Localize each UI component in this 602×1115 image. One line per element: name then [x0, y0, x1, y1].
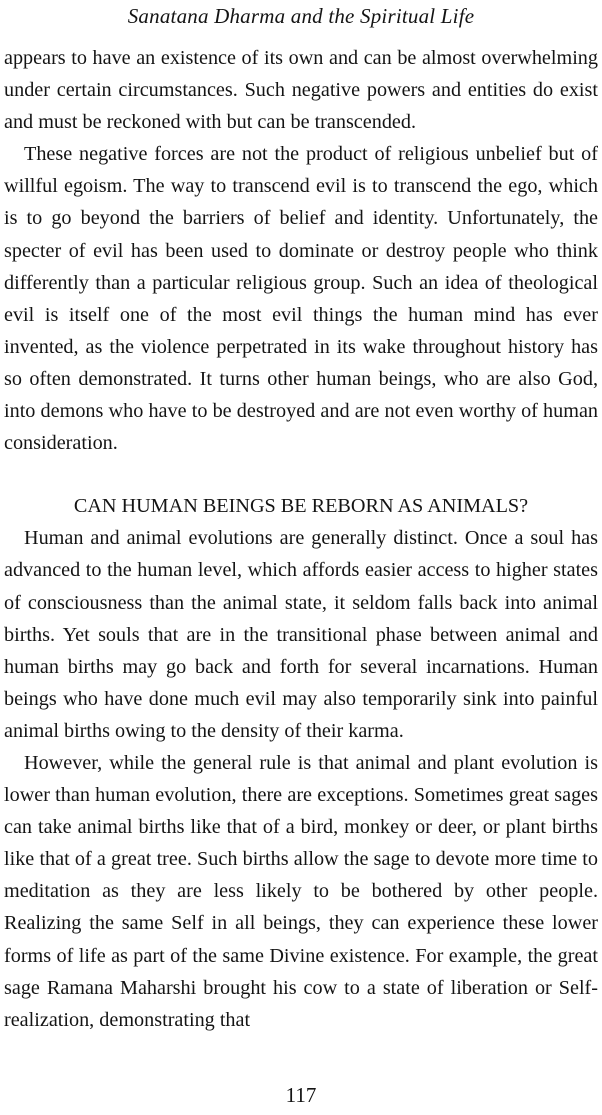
section-heading: CAN HUMAN BEINGS BE REBORN AS ANIMALS?: [73, 495, 529, 518]
paragraph-4: However, while the general rule is that animal and plant evolution is lower than human evolution, there are exceptions. Sometimes great sages can take animal births like that of a bird, monkey or deer, or plant births like that of a great tree. Such births allow the sage to devote more time to meditation as they are less likely to be bothered by other people. Realizing the same Self in all beings, they can experience these lower forms of life as part of the same Divine existence. For example, the great sage Ramana Maharshi brought his cow to a state of liberation or Self-realization, demonstrating that: [4, 751, 598, 1031]
page-number: 117: [285, 1083, 317, 1107]
running-head: Sanatana Dharma and the Spiritual Life: [127, 4, 475, 28]
body-text: [4, 42, 598, 1036]
paragraph-1: appears to have an existence of its own and can be almost overwhelming under certain circumstances. Such negative powers and entities do exist and must be reckoned with but can be transcended.: [4, 47, 598, 134]
paragraph-3: Human and animal evolutions are generally distinct. Once a soul has advanced to the human level, which affords easier access to higher states of consciousness than the animal state, it seldom falls back into animal births. Yet souls that are in the transitional phase between animal and human births may go back and forth for several incarnations. Human beings who have done much evil may also temporarily sink into painful animal births owing to the density of their karma.: [4, 527, 598, 742]
paragraph-2: These negative forces are not the product of religious unbelief but of willful egoism. The way to transcend evil is to transcend the ego, which is to go beyond the barriers of belief and identity. Unfortunately, the specter of evil has been used to dominate or destroy people who think differently than a particular religious group. Such an idea of theological evil is itself one of the most evil things the human mind has ever invented, as the violence perpetrated in its wake throughout history has so often demonstrated. It turns other human beings, who are also God, into demons who have to be destroyed and are not even worthy of human consideration.: [4, 143, 598, 455]
